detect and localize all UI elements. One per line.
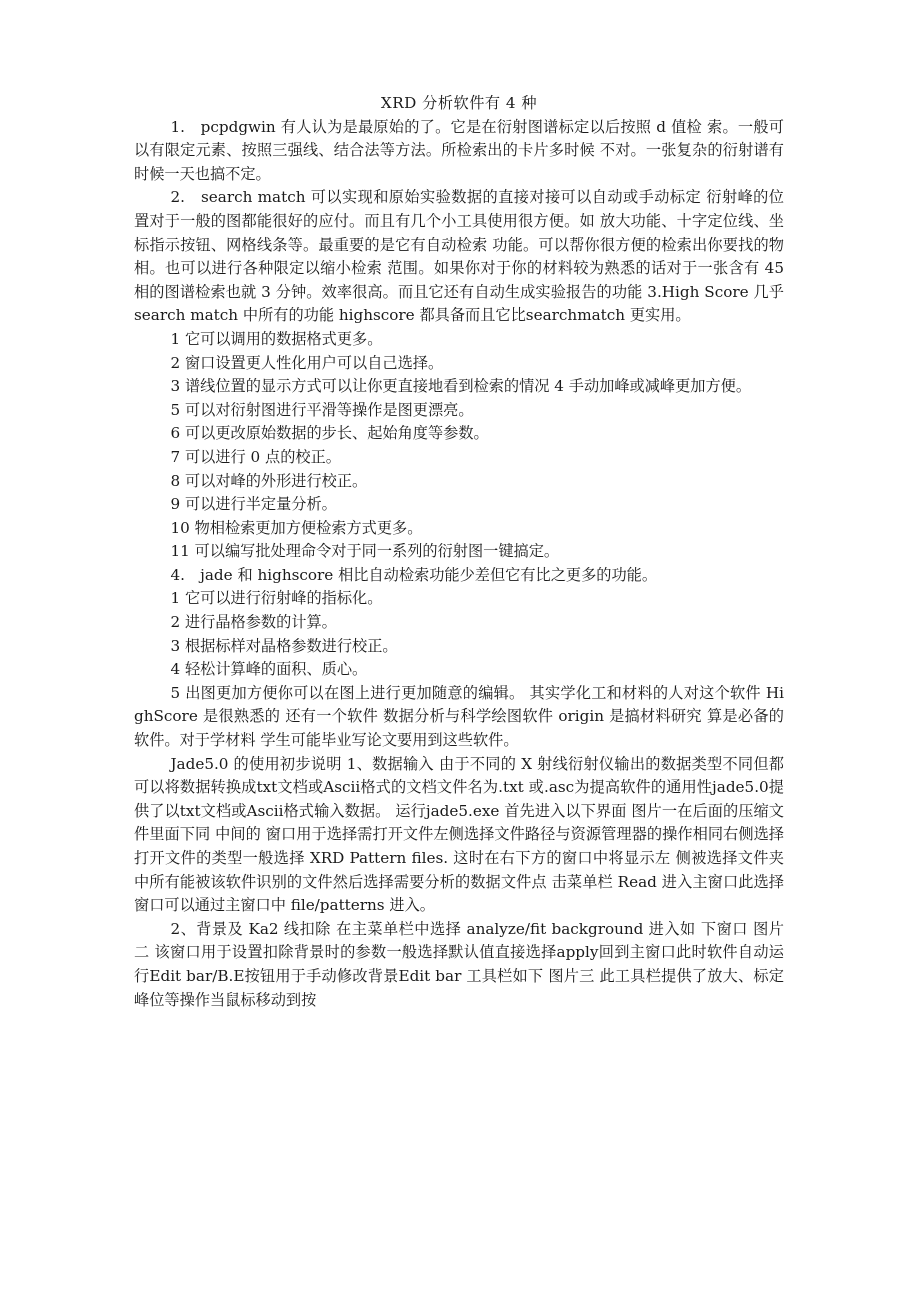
list-item: 4 轻松计算峰的面积、质心。 xyxy=(170,660,368,679)
list-item: 2 窗口设置更人性化用户可以自己选择。 xyxy=(170,353,444,372)
paragraph-pcpdgwin: 1. pcpdgwin 有人认为是最原始的了。它是在衍射图谱标定以后按照 d 值检 索。一般可以有限定元素、按照三强线、结合法等方法。所检索出的卡片多时候 不对。一张复杂的衍射谱有时候一天也搞不定。 xyxy=(134,117,784,183)
document-title: XRD 分析软件有 4 种 xyxy=(380,94,538,112)
list-item: 6 可以更改原始数据的步长、起始角度等参数。 xyxy=(170,424,489,443)
paragraph-jade5-intro: Jade5.0 的使用初步说明 1、数据输入 由于不同的 X 射线衍射仪输出的数据类型不同但都可以将数据转换成txt文档或Ascii格式的文档文件名为.txt 或.asc为提高软件的通用性jade5.0提供了以txt文档或Ascii格式输入数据。 运行jade5.exe 首先进入以下界面 图片一在后面的压缩文件里面下同 中间的 窗口用于选择需打开文件左侧选择文件路径与资源管理器的操作相同右侧选择 打开文件的类型一般选择 XRD Pattern files. 这时在右下方的窗口中将显示左 侧被选择文件夹中所有能被该软件识别的文件然后选择需要分析的数据文件点 击菜单栏 Read 进入主窗口此选择窗口可以通过主窗口中 file/patterns 进入。 xyxy=(134,754,784,915)
list-item: 10 物相检索更加方便检索方式更多。 xyxy=(170,518,423,537)
list-item: 5 出图更加方便你可以在图上进行更加随意的编辑。 其实学化工和材料的人对这个软件 HighScore 是很熟悉的 还有一个软件 数据分析与科学绘图软件 origin 是搞材料研究 算是必备的软件。对于学材料 学生可能毕业写论文要用到这些软件。 xyxy=(134,683,784,750)
list-item: 2 进行晶格参数的计算。 xyxy=(170,613,337,632)
list-item: 1 它可以进行衍射峰的指标化。 xyxy=(170,589,383,608)
list-item: 1 它可以调用的数据格式更多。 xyxy=(170,329,383,348)
list-item: 7 可以进行 0 点的校正。 xyxy=(170,447,341,466)
paragraph-background: 2、背景及 Ka2 线扣除 在主菜单栏中选择 analyze/fit background 进入如 下窗口 图片二 该窗口用于设置扣除背景时的参数一般选择默认值直接选择apply回到主窗口此时软件自动运行Edit bar/B.E按钮用于手动修改背景Edit bar 工具栏如下 图片三 此工具栏提供了放大、标定峰位等操作当鼠标移动到按 xyxy=(134,919,784,1009)
list-item: 8 可以对峰的外形进行校正。 xyxy=(170,471,368,490)
list-item: 5 可以对衍射图进行平滑等操作是图更漂亮。 xyxy=(170,400,474,419)
list-item: 11 可以编写批处理命令对于同一系列的衍射图一键搞定。 xyxy=(170,542,560,561)
list-item: 9 可以进行半定量分析。 xyxy=(170,495,337,514)
document-page xyxy=(134,92,784,1012)
paragraph-search-match: 2. search match 可以实现和原始实验数据的直接对接可以自动或手动标定 衍射峰的位置对于一般的图都能很好的应付。而且有几个小工具使用很方便。如 放大功能、十字定位线、坐标指示按钮、网格线条等。最重要的是它有自动检索 功能。可以帮你很方便的检索出你要找的物相。也可以进行各种限定以缩小检索 范围。如果你对于你的材料较为熟悉的话对于一张含有 45 相的图谱检索也就 3 分钟。效率很高。而且它还有自动生成实验报告的功能 3.High Score 几乎 search match 中所有的功能 highscore 都具备而且它比searchmatch 更实用。 xyxy=(134,188,784,325)
paragraph-jade: 4. jade 和 highscore 相比自动检索功能少差但它有比之更多的功能。 xyxy=(170,565,658,584)
list-item: 3 根据标样对晶格参数进行校正。 xyxy=(170,636,398,655)
list-item: 3 谱线位置的显示方式可以让你更直接地看到检索的情况 4 手动加峰或减峰更加方便。 xyxy=(170,377,752,396)
